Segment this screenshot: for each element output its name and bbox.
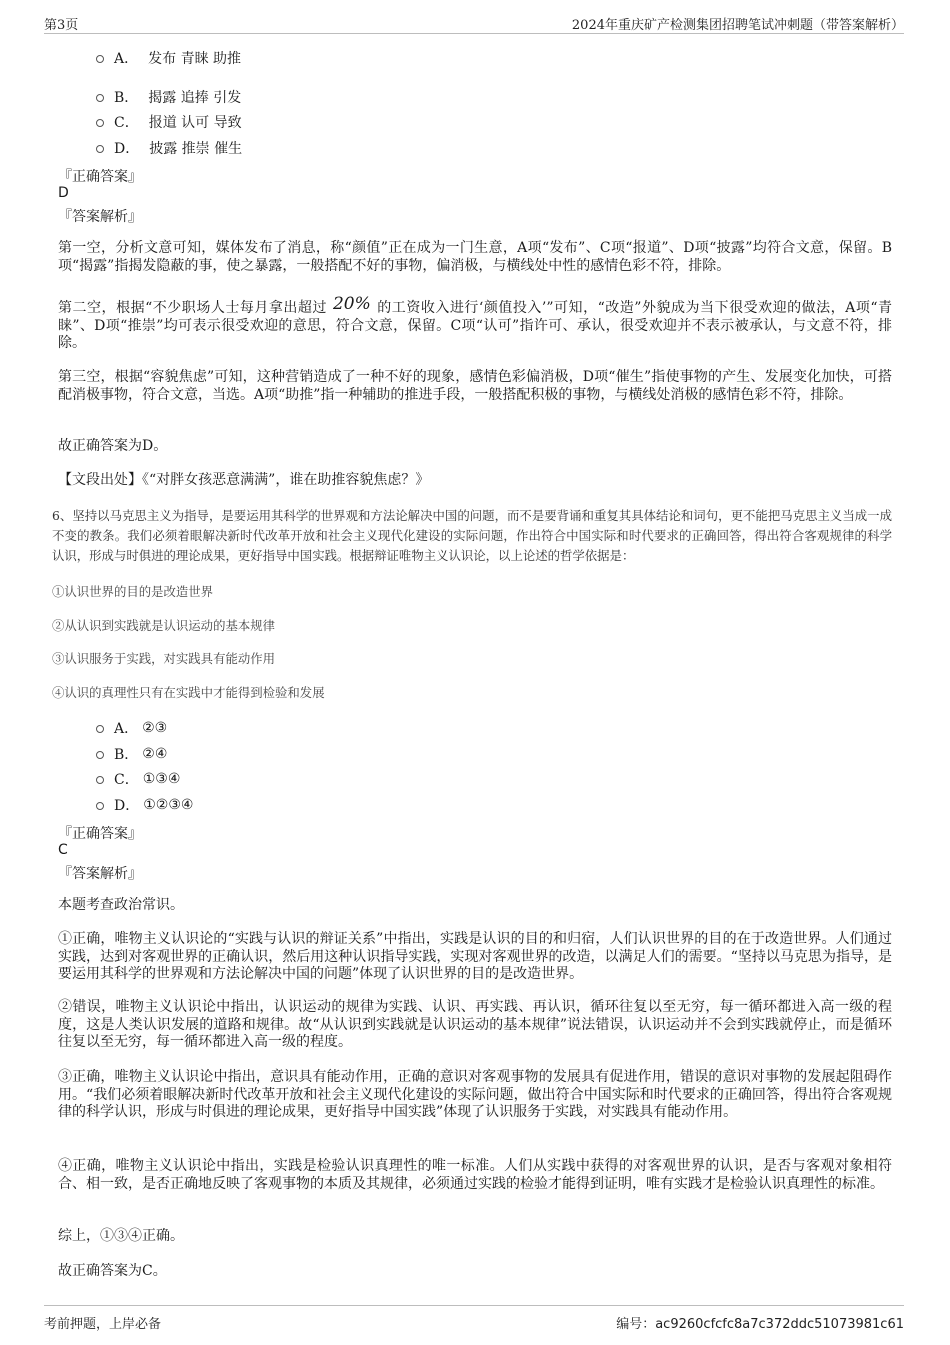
analysis-paragraph-1: 第一空，分析文意可知，媒体发布了消息，称“颜值”正在成为一门生意，A项“发布”、C项“报道”、D项“披露”均符合文意，保留。B项“揭露”指揭发隐蔽的事，使之暴露，一般搭配不好的事物，偏消极，与横线处中性的感情色彩不符，排除。	[58, 240, 892, 274]
option-text: ①③④	[142, 771, 181, 787]
paragraph-text: 的工资收入进行‘颜值投入’”可知，“改造”外貌成为当下很受欢迎的做法，A项“青睐”、D项“推崇”均可表示很受欢迎的意思，符合文意，保留。C项“认可”指许可、承认，很受欢迎并不表示被承认，与文意不符，排除。	[58, 300, 893, 351]
radio-icon[interactable]	[96, 145, 104, 153]
analysis-conclusion: 故正确答案为C。	[58, 1263, 167, 1279]
footer-divider	[44, 1305, 904, 1306]
option-text: ②③	[142, 720, 168, 736]
statement-4: ④认识的真理性只有在实践中才能得到检验和发展	[52, 685, 325, 700]
document-title: 2024年重庆矿产检测集团招聘笔试冲刺题（带答案解析）	[571, 18, 904, 33]
page-number: 第3页	[44, 18, 79, 33]
radio-icon[interactable]	[96, 725, 104, 733]
radio-icon[interactable]	[96, 751, 104, 759]
radio-icon[interactable]	[96, 94, 104, 102]
option-letter: D．	[114, 141, 140, 157]
footer-slogan: 考前押题，上岸必备	[44, 1317, 162, 1332]
analysis-paragraph-3: 第三空，根据“容貌焦虑”可知，这种营销造成了一种不好的现象，感情色彩偏消极，D项“催生”指使事物的产生、发展变化加快，可搭配消极事物，符合文意，当选。A项“助推”指一种辅助的推进手段，一般搭配积极的事物，与横线处消极的感情色彩不符，排除。	[58, 369, 892, 403]
q6-option-b[interactable]	[96, 744, 167, 764]
analysis-label: 『答案解析』	[58, 209, 142, 225]
q5-option-d[interactable]	[96, 138, 242, 158]
statement-3: ③认识服务于实践，对实践具有能动作用	[52, 651, 276, 666]
answer-label: 『正确答案』	[58, 169, 142, 185]
statement-1: ①认识世界的目的是改造世界	[52, 584, 214, 599]
q6-option-a[interactable]	[96, 718, 167, 738]
option-text: 报道 认可 导致	[148, 115, 242, 131]
paragraph-text: 第二空，根据“不少职场人士每月拿出超过	[58, 300, 327, 316]
analysis-point-3: ③正确，唯物主义认识论中指出，意识具有能动作用，正确的意识对客观事物的发展具有促进作用，错误的意识对事物的发展起阻碍作用。“我们必须着眼解决新时代改革开放和社会主义现代化建设的实际问题，做出符合中国实际和时代要求的正确回答，得出符合客观规律的科学认识，形成与时俱进的理论成果，更好指导中国实践”体现了认识服务于实践，对实践具有能动作用。	[58, 1069, 892, 1120]
analysis-paragraph-2	[58, 296, 892, 353]
analysis-summary: 综上，①③④正确。	[58, 1228, 184, 1244]
option-letter: D．	[114, 798, 140, 814]
answer-value: C	[58, 842, 68, 858]
source-citation: 【文段出处】《“对胖女孩恶意满满”，谁在助推容貌焦虑？》	[58, 472, 430, 488]
header-divider	[44, 33, 904, 34]
option-text: ①②③④	[143, 797, 194, 813]
option-letter: C．	[114, 772, 139, 788]
option-letter: B．	[114, 747, 139, 763]
answer-label: 『正确答案』	[58, 826, 142, 842]
option-letter: B．	[114, 90, 139, 106]
radio-icon[interactable]	[96, 119, 104, 127]
code-label: 编号：	[616, 1317, 656, 1332]
option-letter: C．	[114, 115, 139, 131]
q5-option-c[interactable]	[96, 112, 242, 132]
option-text: 揭露 追捧 引发	[148, 90, 242, 106]
option-text: 披露 推崇 催生	[149, 141, 243, 157]
statement-2: ②从认识到实践就是认识运动的基本规律	[52, 618, 276, 633]
option-letter: A．	[114, 721, 139, 737]
analysis-point-4: ④正确，唯物主义认识论中指出，实践是检验认识真理性的唯一标准。人们从实践中获得的对客观世界的认识，是否与客观对象相符合、相一致，是否正确地反映了客观事物的本质及其规律，必须通过实践的检验才能得到证明，唯有实践才是检验认识真理性的标准。	[58, 1158, 892, 1192]
q6-option-c[interactable]	[96, 769, 180, 789]
document-code	[616, 1313, 904, 1332]
code-value: ac9260cfcfc8a7c372ddc51073981c61	[655, 1317, 904, 1332]
radio-icon[interactable]	[96, 55, 104, 63]
analysis-conclusion: 故正确答案为D。	[58, 438, 168, 454]
option-letter: A．	[114, 51, 139, 67]
radio-icon[interactable]	[96, 802, 104, 810]
q5-option-b[interactable]	[96, 87, 241, 107]
q5-option-a[interactable]	[96, 48, 241, 68]
answer-value: D	[58, 185, 69, 201]
q6-option-d[interactable]	[96, 795, 193, 815]
percent-value: 20%	[332, 294, 371, 314]
analysis-label: 『答案解析』	[58, 866, 142, 882]
option-text: ②④	[142, 746, 168, 762]
question-6-stem: 6、坚持以马克思主义为指导，是要运用其科学的世界观和方法论解决中国的问题，而不是要背诵和重复其具体结论和词句，更不能把马克思主义当成一成不变的教条。我们必须着眼解决新时代改革开放和社会主义现代化建设的实际问题，作出符合中国实际和时代要求的正确回答，得出符合客观规律的科学认识，形成与时俱进的理论成果，更好指导中国实践。根据辩证唯物主义认识论，以上论述的哲学依据是：	[52, 508, 892, 563]
analysis-point-2: ②错误，唯物主义认识论中指出，认识运动的规律为实践、认识、再实践、再认识，循环往复以至无穷，每一循环都进入高一级的程度，这是人类认识发展的道路和规律。故“从认识到实践就是认识运动的基本规律”说法错误，认识运动并不会到实践就停止，而是循环往复以至无穷，每一循环都进入高一级的程度。	[58, 999, 892, 1050]
analysis-intro: 本题考查政治常识。	[58, 897, 184, 913]
radio-icon[interactable]	[96, 776, 104, 784]
analysis-point-1: ①正确，唯物主义认识论的“实践与认识的辩证关系”中指出，实践是认识的目的和归宿，人们认识世界的目的在于改造世界。人们通过实践，达到对客观世界的正确认识，然后用这种认识指导实践，实现对客观世界的改造，以满足人们的需要。“坚持以马克思为指导，是要运用其科学的世界观和方法论解决中国的问题”体现了认识世界的目的是改造世界。	[58, 931, 892, 982]
option-text: 发布 青睐 助推	[148, 51, 242, 67]
